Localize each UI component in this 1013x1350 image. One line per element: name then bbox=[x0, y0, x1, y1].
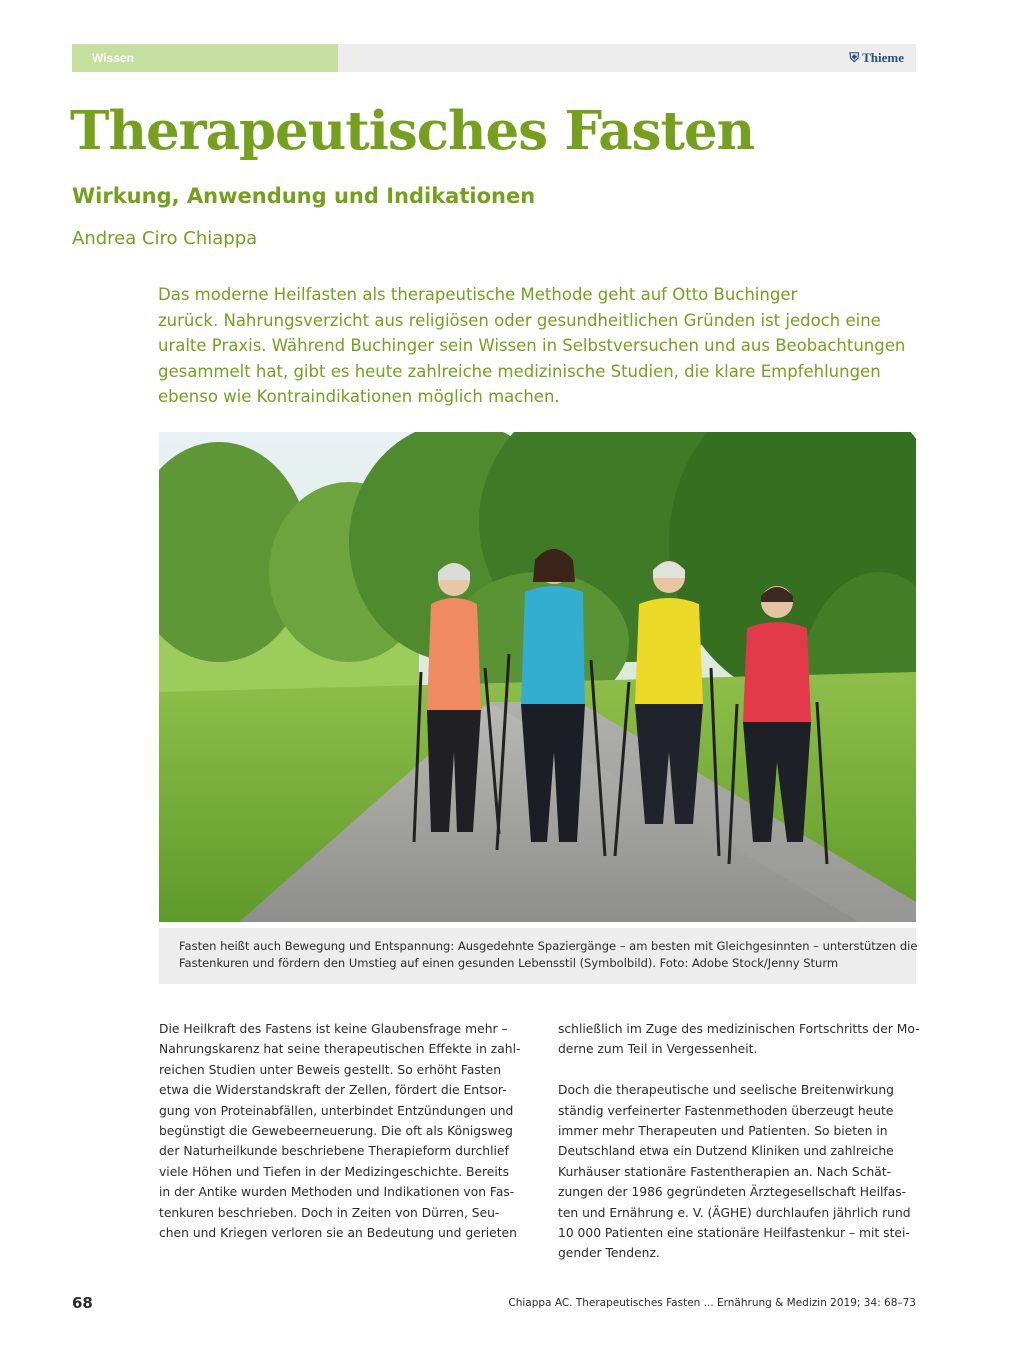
body-line: gung von Proteinabfällen, unterbindet Entzündungen und bbox=[159, 1103, 514, 1118]
lead-line: uralte Praxis. Während Buchinger sein Wissen in Selbstversuchen und aus Beobachtungen bbox=[158, 336, 906, 355]
body-line: 10 000 Patienten eine stationäre Heilfastenkur – mit stei- bbox=[558, 1226, 910, 1241]
body-line: immer mehr Therapeuten und Patienten. So bieten in bbox=[558, 1124, 888, 1139]
body-line: Deutschland etwa ein Dutzend Kliniken und zahlreiche bbox=[558, 1144, 894, 1159]
photo-caption bbox=[159, 928, 916, 984]
body-line: in der Antike wurden Methoden und Indikationen von Fas- bbox=[159, 1185, 515, 1200]
caption-line: Fasten heißt auch Bewegung und Entspannung: Ausgedehnte Spaziergänge – am besten mit Gleichgesinnten – unterstützen die bbox=[179, 939, 918, 953]
publisher-logo bbox=[849, 44, 904, 72]
article-title: Therapeutisches Fasten bbox=[70, 100, 755, 162]
paragraph-gap bbox=[558, 1060, 918, 1080]
body-line: Nahrungskarenz hat seine therapeutischen Effekte in zahl- bbox=[159, 1042, 521, 1057]
footer-citation: Chiappa AC. Therapeutisches Fasten ... Ernährung & Medizin 2019; 34: 68–73 bbox=[508, 1297, 916, 1309]
lead-line: Das moderne Heilfasten als therapeutische Methode geht auf Otto Buchinger bbox=[158, 285, 798, 304]
lead-line: ebenso wie Kontraindikationen möglich machen. bbox=[158, 387, 560, 406]
body-line: viele Höhen und Tiefen in der Medizingeschichte. Bereits bbox=[159, 1164, 510, 1179]
body-line: gender Tendenz. bbox=[558, 1246, 660, 1261]
publisher-name: Thieme bbox=[862, 50, 904, 65]
body-line: begünstigt die Gewebeerneuerung. Die oft als Königsweg bbox=[159, 1124, 513, 1139]
shield-crest-icon: ⛨ bbox=[849, 50, 860, 65]
section-tag: Wissen bbox=[72, 44, 338, 72]
body-line: Die Heilkraft des Fastens ist keine Glaubensfrage mehr – bbox=[159, 1022, 508, 1036]
body-line: Doch die therapeutische und seelische Breitenwirkung bbox=[558, 1083, 894, 1098]
body-line: Kurhäuser stationäre Fastentherapien an. Nach Schät- bbox=[558, 1164, 892, 1179]
body-line: ständig verfeinerter Fastenmethoden überzeugt heute bbox=[558, 1103, 894, 1118]
body-line: etwa die Widerstandskraft der Zellen, fördert die Entsor- bbox=[159, 1083, 507, 1098]
body-line: tenkuren beschrieben. Doch in Zeiten von Dürren, Seu- bbox=[159, 1205, 500, 1220]
article-photo bbox=[159, 432, 916, 922]
body-column-right bbox=[558, 1019, 918, 1264]
caption-line: Fastenkuren und fördern den Umstieg auf einen gesunden Lebensstil (Symbolbild). Foto: Adobe Stock/Jenny Sturm bbox=[179, 956, 839, 970]
lead-line: gesammelt hat, gibt es heute zahlreiche medizinische Studien, die klare Empfehlungen bbox=[158, 361, 881, 381]
article-author: Andrea Ciro Chiappa bbox=[72, 228, 258, 249]
body-line: zungen der 1986 gegründeten Ärztegesellschaft Heilfas- bbox=[558, 1185, 907, 1200]
body-line: der Naturheilkunde beschriebene Therapieform durchlief bbox=[159, 1144, 509, 1159]
lead-line: zurück. Nahrungsverzicht aus religiösen oder gesundheitlichen Gründen ist jedoch eine bbox=[158, 310, 881, 330]
body-line: ten und Ernährung e. V. (ÄGHE) durchlaufen jährlich rund bbox=[558, 1205, 911, 1220]
page-number: 68 bbox=[72, 1294, 93, 1312]
lead-paragraph bbox=[158, 282, 916, 410]
body-line: reichen Studien unter Beweis gestellt. So erhöht Fasten bbox=[159, 1062, 501, 1077]
body-line: chen und Kriegen verloren sie an Bedeutung und gerieten bbox=[159, 1226, 517, 1241]
article-subtitle: Wirkung, Anwendung und Indikationen bbox=[72, 184, 536, 208]
header-bar bbox=[72, 44, 916, 72]
body-line: schließlich im Zuge des medizinischen Fortschritts der Mo- bbox=[558, 1022, 920, 1036]
body-column-left bbox=[159, 1019, 519, 1243]
body-line: derne zum Teil in Vergessenheit. bbox=[558, 1042, 758, 1057]
